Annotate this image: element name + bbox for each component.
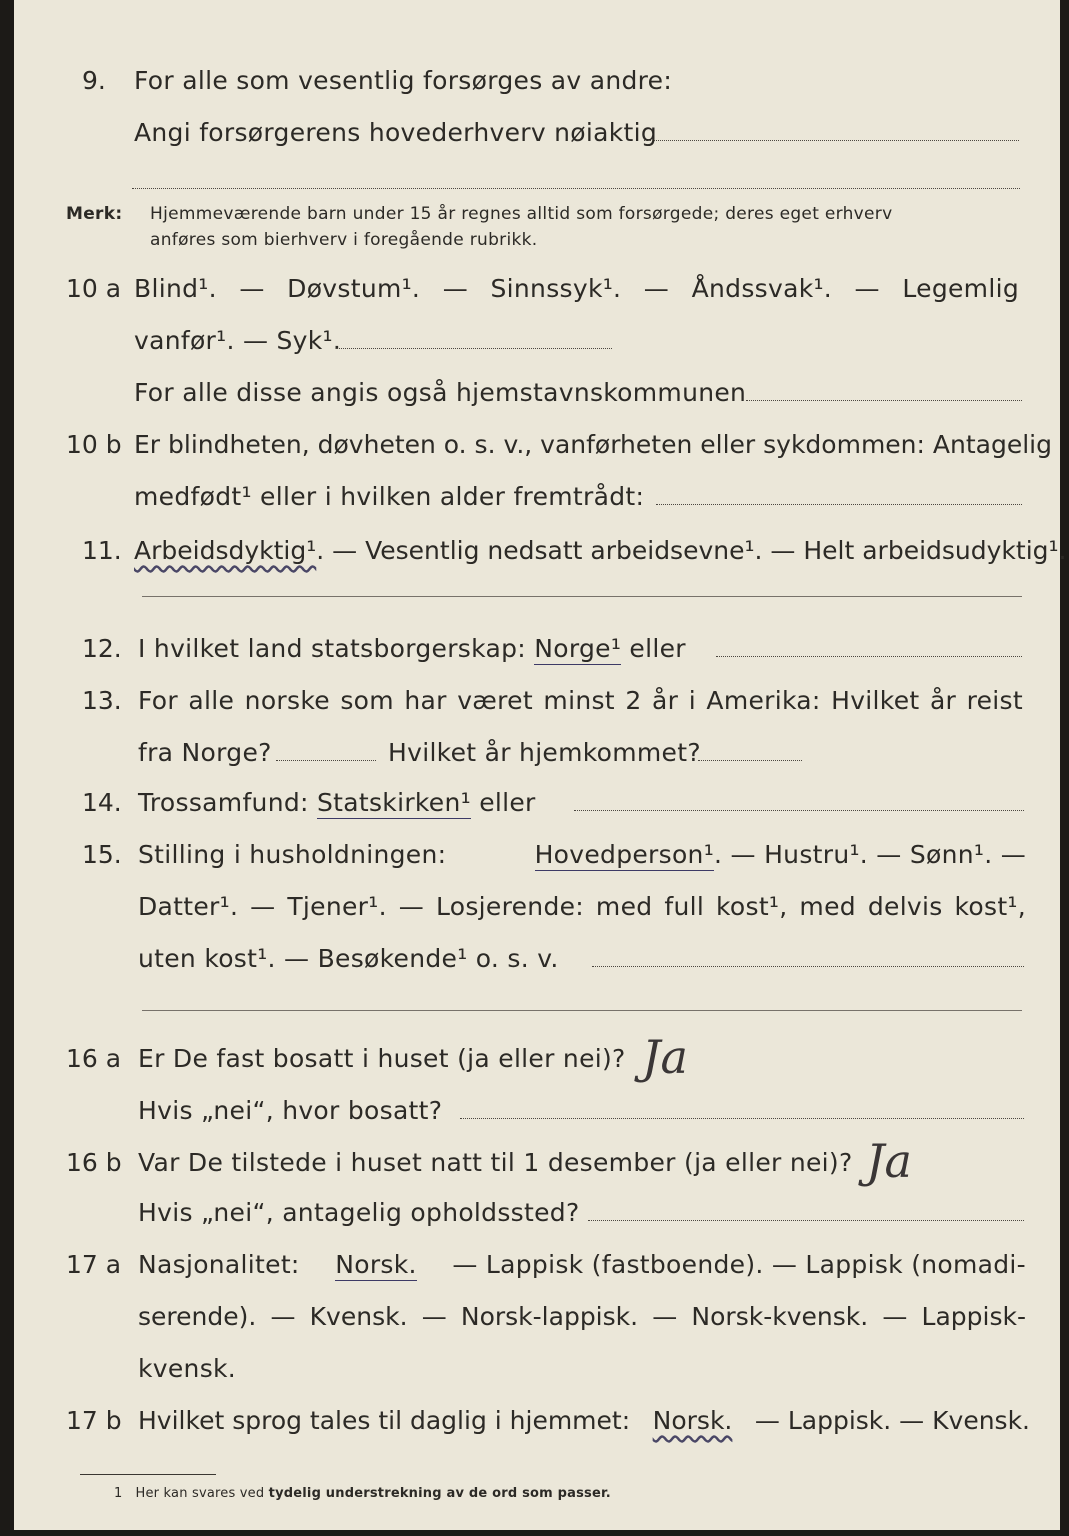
q15-number: 15. bbox=[82, 840, 122, 869]
q10b-answer-field[interactable] bbox=[656, 504, 1022, 505]
q15-line-1 bbox=[138, 840, 1026, 869]
q9-question: For alle som vesentlig forsørges av andre: bbox=[134, 66, 673, 95]
footnote-mark: 1 bbox=[114, 1486, 123, 1501]
q12-number: 12. bbox=[82, 634, 122, 663]
q17a-line-1-rest: — Lappisk (fastboende). — Lappisk (nomadi- bbox=[452, 1250, 1026, 1279]
q17a-line-3: kvensk. bbox=[138, 1354, 237, 1383]
merk-line-1: Hjemmeværende barn under 15 år regnes alltid som forsørgede; deres eget erhverv bbox=[150, 204, 893, 224]
q15-answer-field[interactable] bbox=[592, 966, 1024, 967]
census-form-page bbox=[14, 0, 1067, 1530]
q13-line-2b: Hvilket år hjemkommet? bbox=[388, 738, 701, 767]
q10b-line-1: Er blindheten, døvheten o. s. v., vanførheten eller sykdommen: Antagelig bbox=[134, 430, 1052, 459]
q14-number: 14. bbox=[82, 788, 122, 817]
q16b-line-1: Var De tilstede i huset natt til 1 desember (ja eller nei)? bbox=[138, 1148, 853, 1177]
q13-year-left-field[interactable] bbox=[276, 760, 376, 761]
q17a-line-2: serende). — Kvensk. — Norsk-lappisk. — Norsk-kvensk. — Lappisk- bbox=[138, 1302, 1026, 1331]
q10a-answer-field[interactable] bbox=[336, 348, 612, 349]
q13-year-returned-field[interactable] bbox=[698, 760, 802, 761]
q15-line-2: Datter¹. — Tjener¹. — Losjerende: med full kost¹, med delvis kost¹, bbox=[138, 892, 1026, 921]
q16a-line-1: Er De fast bosatt i huset (ja eller nei)? bbox=[138, 1044, 626, 1073]
footnote bbox=[114, 1486, 611, 1501]
q15-line-3: uten kost¹. — Besøkende¹ o. s. v. bbox=[138, 944, 559, 973]
q12-line bbox=[138, 634, 686, 663]
q10b-line-2: medfødt¹ eller i hvilken alder fremtrådt: bbox=[134, 482, 645, 511]
footnote-divider bbox=[80, 1474, 216, 1475]
q17b-pre: Hvilket sprog tales til daglig i hjemmet: bbox=[138, 1406, 631, 1435]
q12-pre: I hvilket land statsborgerskap: bbox=[138, 634, 526, 663]
q9-answer-field[interactable] bbox=[644, 140, 1019, 141]
q10a-line-1: Blind¹. — Døvstum¹. — Sinnssyk¹. — Åndssvak¹. — Legemlig bbox=[134, 274, 1019, 303]
footnote-bold-text: tydelig understrekning av de ord som passer. bbox=[268, 1486, 611, 1501]
q12-option-norge[interactable]: Norge¹ bbox=[534, 634, 622, 663]
q15-pre: Stilling i husholdningen: bbox=[138, 840, 447, 869]
q16a-answer-field[interactable] bbox=[460, 1118, 1024, 1119]
q17a-option-norsk[interactable]: Norsk. bbox=[335, 1250, 417, 1279]
merk-label: Merk: bbox=[66, 204, 123, 224]
q12-answer-field[interactable] bbox=[716, 656, 1022, 657]
merk-line-2: anføres som bierhverv i foregående rubrikk. bbox=[150, 230, 538, 250]
q16a-handwritten-answer: Ja bbox=[642, 1030, 688, 1084]
q16b-answer-field[interactable] bbox=[588, 1220, 1024, 1221]
q17a-line-1 bbox=[138, 1250, 1026, 1281]
q11-option-arbeidsdyktig[interactable]: Arbeidsdyktig¹ bbox=[134, 536, 317, 565]
q9-number: 9. bbox=[82, 66, 106, 95]
q10a-number: 10 a bbox=[66, 274, 122, 303]
q13-number: 13. bbox=[82, 686, 122, 715]
q16b-line-2: Hvis „nei“, antagelig opholdssted? bbox=[138, 1198, 580, 1227]
q13-line-2a: fra Norge? bbox=[138, 738, 272, 767]
q17b-line bbox=[138, 1406, 1030, 1435]
q14-post: eller bbox=[479, 788, 536, 817]
q17a-number: 17 a bbox=[66, 1250, 122, 1279]
q14-line bbox=[138, 788, 536, 817]
q9-prompt: Angi forsørgerens hovederhverv nøiaktig bbox=[134, 118, 658, 147]
footnote-text: Her kan svares ved bbox=[135, 1486, 265, 1501]
q10a-line-3: For alle disse angis også hjemstavnskommunen bbox=[134, 378, 747, 407]
q17b-number: 17 b bbox=[66, 1406, 122, 1435]
q9-answer-field-2[interactable] bbox=[132, 188, 1020, 189]
q10b-number: 10 b bbox=[66, 430, 122, 459]
q11-answer-line[interactable] bbox=[142, 596, 1022, 597]
q14-option-statskirken[interactable]: Statskirken¹ bbox=[316, 788, 471, 817]
q13-line-1: For alle norske som har været minst 2 år i Amerika: Hvilket år reist bbox=[138, 686, 1023, 715]
q17b-option-norsk[interactable]: Norsk. bbox=[652, 1406, 733, 1435]
q14-pre: Trossamfund: bbox=[138, 788, 309, 817]
q10a-hometown-field[interactable] bbox=[746, 400, 1022, 401]
q15-answer-line[interactable] bbox=[142, 1010, 1022, 1011]
q11-line bbox=[134, 536, 1067, 565]
q16a-line-2: Hvis „nei“, hvor bosatt? bbox=[138, 1096, 443, 1125]
q14-answer-field[interactable] bbox=[574, 810, 1024, 811]
q16b-handwritten-answer: Ja bbox=[866, 1134, 912, 1188]
q15-line-1-rest: . — Hustru¹. — Sønn¹. — bbox=[714, 840, 1026, 869]
q12-post: eller bbox=[629, 634, 686, 663]
q16b-number: 16 b bbox=[66, 1148, 122, 1177]
q16a-number: 16 a bbox=[66, 1044, 122, 1073]
q17b-rest: — Lappisk. — Kvensk. bbox=[754, 1406, 1030, 1435]
q17a-pre: Nasjonalitet: bbox=[138, 1250, 300, 1279]
q10a-line-2: vanfør¹. — Syk¹. bbox=[134, 326, 342, 355]
q11-number: 11. bbox=[82, 536, 122, 565]
q15-option-hovedperson[interactable]: Hovedperson¹ bbox=[534, 840, 715, 869]
q11-rest: . — Vesentlig nedsatt arbeidsevne¹. — Helt arbeidsudyktig¹. bbox=[316, 536, 1067, 565]
